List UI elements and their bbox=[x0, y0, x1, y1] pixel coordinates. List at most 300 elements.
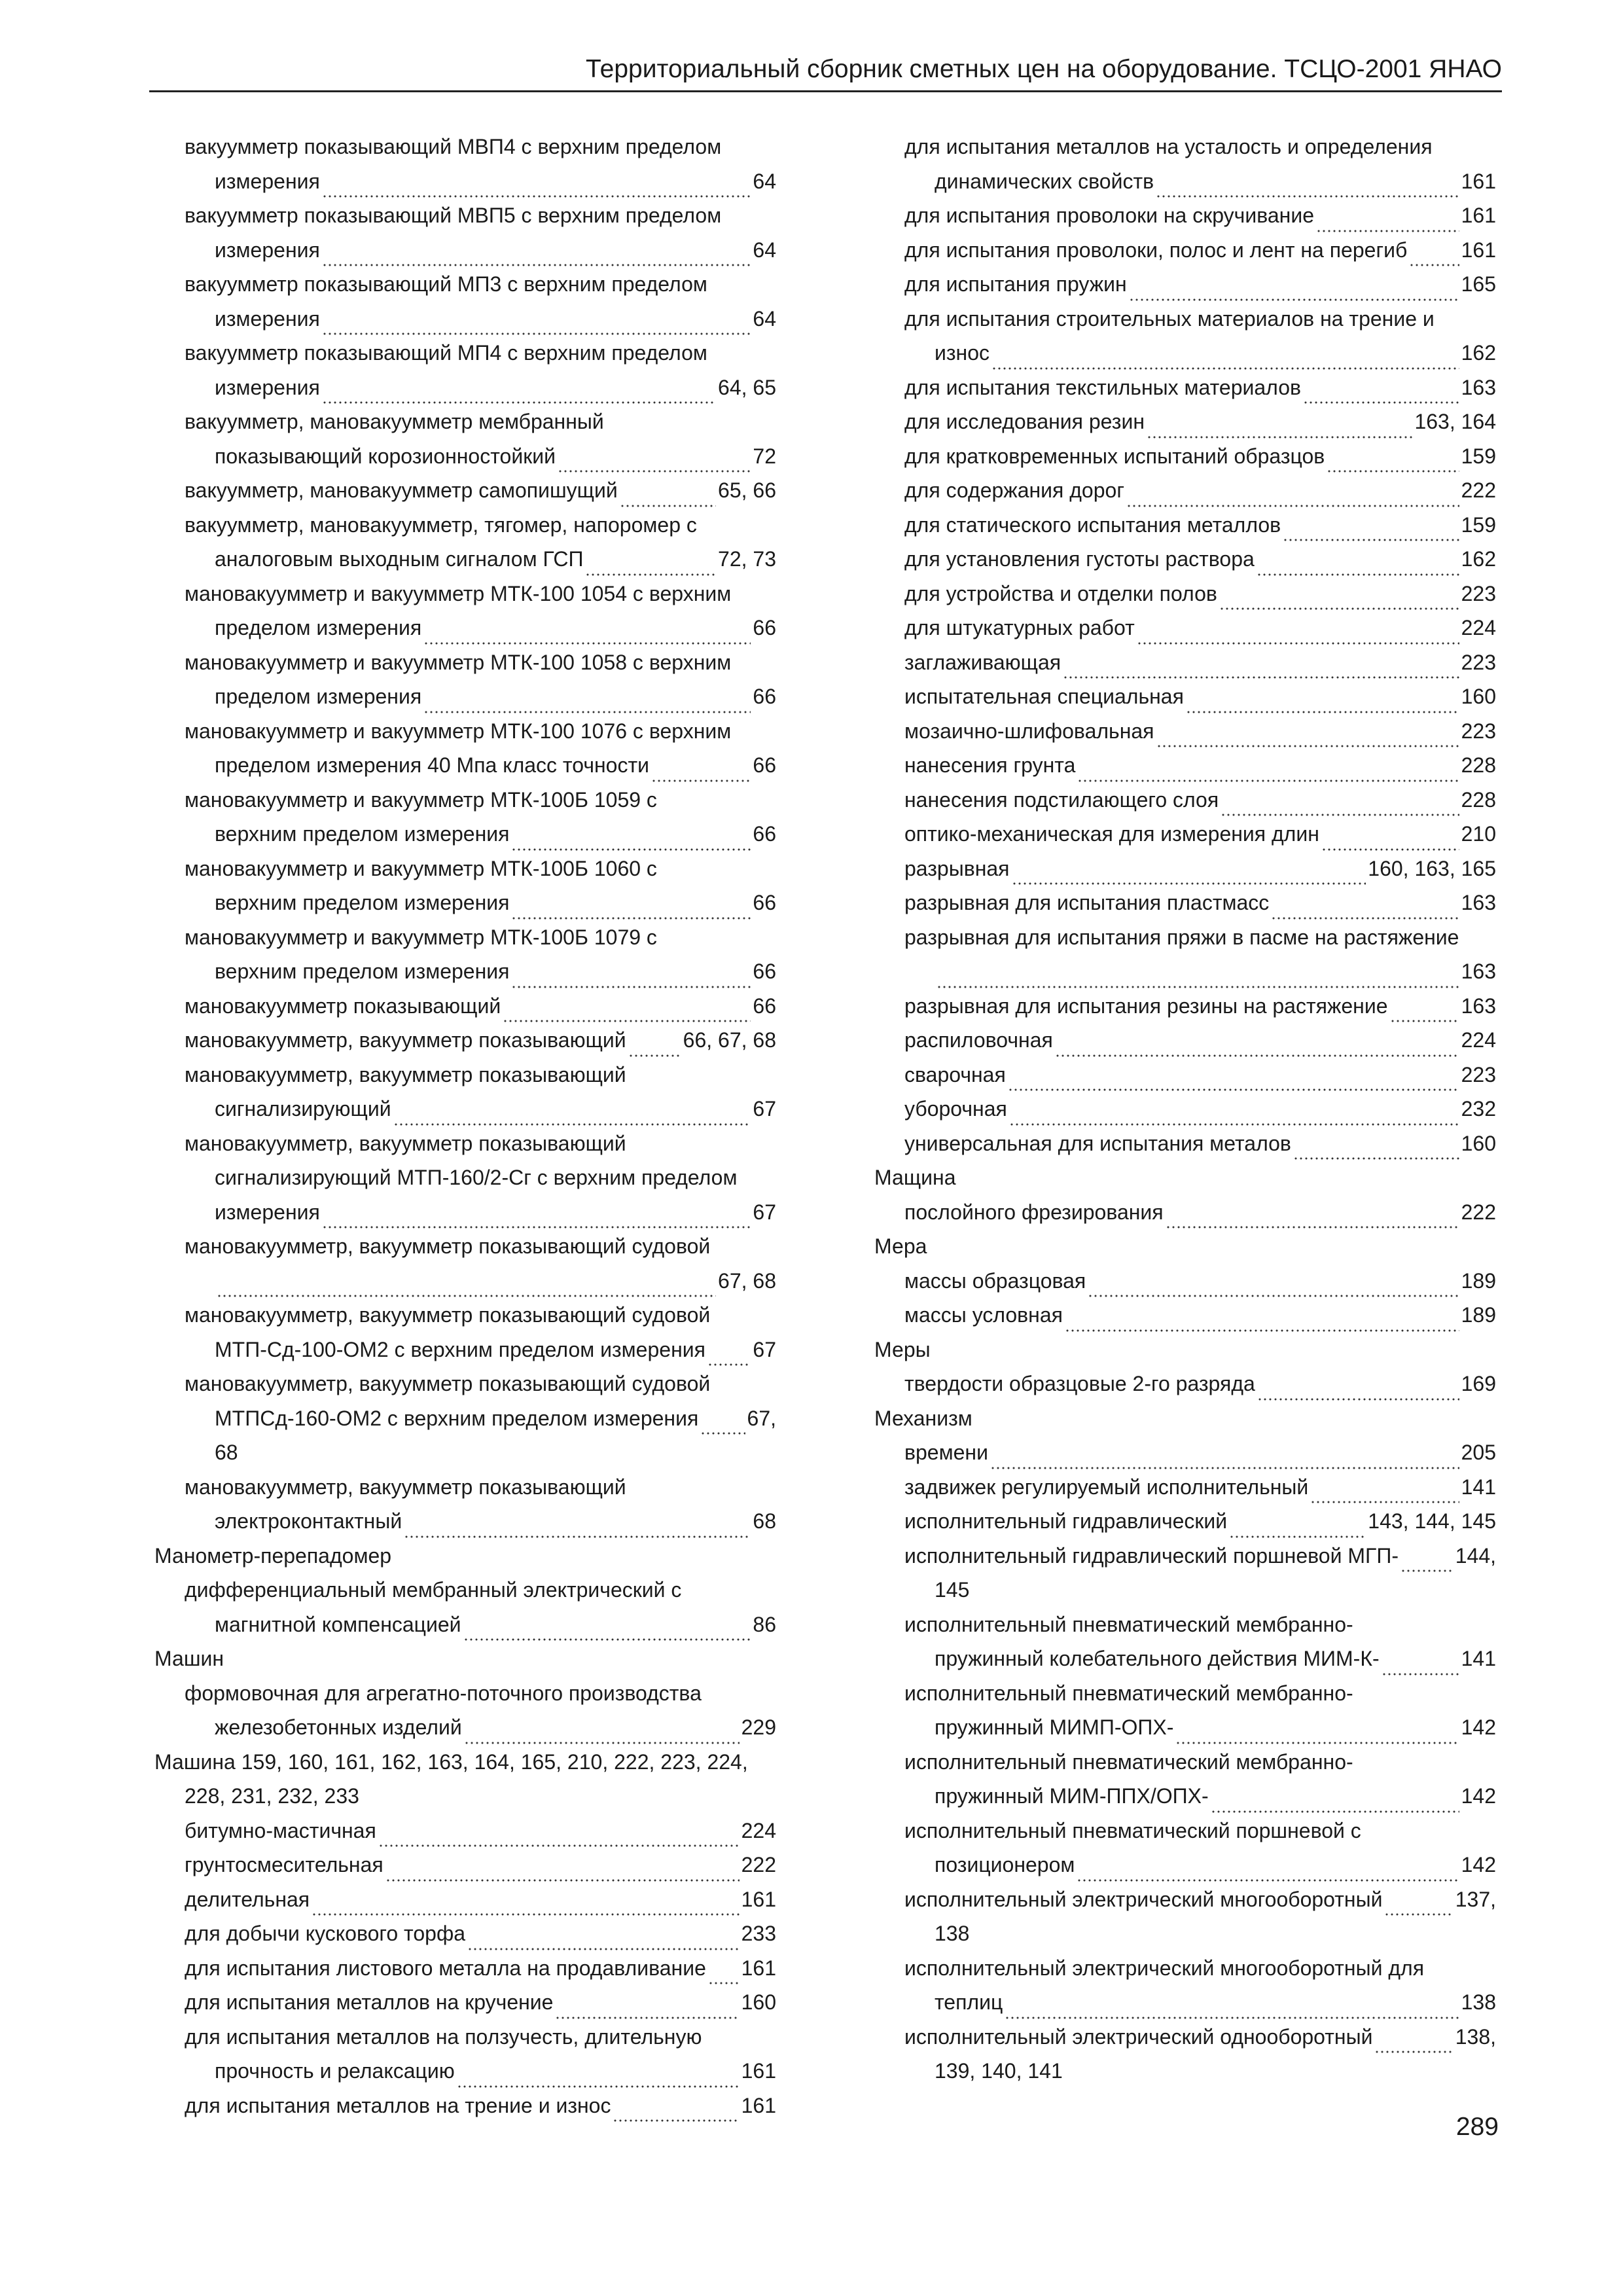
index-term: мановакуумметр показывающий bbox=[185, 994, 501, 1018]
dot-leader bbox=[464, 1736, 740, 1745]
dot-leader bbox=[936, 980, 1459, 989]
index-entry bbox=[154, 1916, 776, 1951]
index-line bbox=[904, 1607, 1496, 1642]
dot-leader bbox=[1147, 431, 1412, 439]
index-term: электроконтактный bbox=[215, 1509, 402, 1533]
index-term: пределом измерения bbox=[215, 685, 422, 708]
index-entry bbox=[154, 852, 776, 920]
index-line bbox=[185, 1882, 776, 1917]
index-entry bbox=[154, 1951, 776, 1986]
dot-leader bbox=[708, 1977, 740, 1985]
index-term: вакуумметр показывающий МВП5 с верхним пределом bbox=[185, 204, 722, 227]
index-entry bbox=[874, 1023, 1496, 1058]
index-entry bbox=[154, 1367, 776, 1470]
page-header bbox=[149, 50, 1502, 92]
index-entry bbox=[154, 473, 776, 508]
index-line bbox=[904, 164, 1496, 199]
page-reference: 141 bbox=[1461, 1647, 1496, 1670]
index-term: мановакуумметр, вакуумметр показывающий bbox=[185, 1131, 626, 1155]
index-term: мановакуумметр, вакуумметр показывающий судовой bbox=[185, 1234, 711, 1258]
index-term: верхним пределом измерения bbox=[215, 891, 510, 914]
page-reference: 232 bbox=[1461, 1097, 1496, 1121]
page-number: 289 bbox=[1455, 2113, 1499, 2141]
index-line bbox=[185, 404, 776, 439]
index-line bbox=[904, 1573, 1496, 1607]
index-line bbox=[185, 1264, 776, 1299]
index-term: Машин bbox=[154, 1647, 224, 1670]
dot-leader bbox=[1303, 396, 1459, 404]
dot-leader bbox=[1008, 1083, 1459, 1092]
index-line bbox=[185, 1814, 776, 1848]
dot-leader bbox=[1219, 602, 1459, 611]
dot-leader bbox=[322, 396, 716, 404]
index-line bbox=[154, 1745, 776, 1780]
dot-leader bbox=[404, 1530, 751, 1539]
page-reference: 163, 164 bbox=[1414, 410, 1496, 433]
index-term: пределом измерения bbox=[215, 616, 422, 639]
dot-leader bbox=[707, 1358, 751, 1367]
index-line bbox=[185, 439, 776, 474]
index-term: массы образцовая bbox=[904, 1268, 1086, 1293]
page-reference: 161 bbox=[741, 2093, 776, 2117]
page-reference: 66 bbox=[753, 994, 776, 1018]
index-term: массы условная bbox=[904, 1303, 1063, 1327]
index-line bbox=[904, 2020, 1496, 2054]
index-line bbox=[904, 1092, 1496, 1126]
index-line bbox=[185, 611, 776, 645]
index-line bbox=[185, 2054, 776, 2089]
index-line bbox=[185, 645, 776, 680]
index-line bbox=[904, 1435, 1496, 1470]
dot-leader bbox=[463, 1633, 751, 1641]
index-line bbox=[185, 679, 776, 714]
index-term: для штукатурных работ bbox=[904, 616, 1135, 639]
index-line bbox=[874, 1401, 1496, 1436]
index-entry bbox=[154, 714, 776, 783]
index-term: исполнительный пневматический мембранно- bbox=[904, 1612, 1353, 1636]
index-term: показывающий корозионностойкий bbox=[215, 444, 556, 468]
index-column-left bbox=[154, 130, 776, 2123]
dot-leader bbox=[322, 327, 751, 336]
page-reference: 159 bbox=[1461, 444, 1496, 468]
index-entry bbox=[154, 1298, 776, 1367]
dot-leader bbox=[1009, 1118, 1459, 1126]
index-line bbox=[185, 267, 776, 302]
page-reference: 65, 66 bbox=[718, 478, 776, 502]
page-reference: 223 bbox=[1461, 650, 1496, 674]
index-entry bbox=[154, 1848, 776, 1882]
index-entry bbox=[874, 198, 1496, 233]
index-line bbox=[185, 542, 776, 577]
page-reference: 67 bbox=[753, 1337, 776, 1361]
index-term: разрывная для испытания пластмасс bbox=[904, 891, 1270, 914]
index-entry bbox=[874, 886, 1496, 920]
index-entry bbox=[874, 1676, 1496, 1745]
index-line bbox=[185, 954, 776, 989]
index-term: сварочная bbox=[904, 1062, 1006, 1086]
index-line bbox=[904, 1641, 1496, 1676]
index-line bbox=[904, 611, 1496, 645]
index-term: измерения bbox=[215, 1200, 320, 1224]
index-line bbox=[904, 783, 1496, 817]
dot-leader bbox=[322, 259, 751, 267]
index-entry bbox=[154, 989, 776, 1024]
page-reference: 162 bbox=[1461, 547, 1496, 571]
index-line bbox=[185, 1298, 776, 1333]
index-line bbox=[904, 748, 1496, 783]
page-reference: 160 bbox=[1461, 685, 1496, 708]
dot-leader bbox=[1156, 190, 1459, 198]
index-line bbox=[904, 852, 1496, 886]
index-line bbox=[874, 1333, 1496, 1367]
index-term: нанесения грунта bbox=[904, 753, 1076, 777]
index-term: для испытания проволоки, полос и лент на перегиб bbox=[904, 238, 1408, 262]
dot-leader bbox=[585, 568, 716, 577]
index-term: исполнительный электрический однооборотный bbox=[904, 2024, 1373, 2049]
page-reference: 205 bbox=[1461, 1441, 1496, 1464]
index-entry bbox=[154, 267, 776, 336]
index-line bbox=[904, 1676, 1496, 1711]
dot-leader bbox=[651, 774, 751, 783]
index-term: для содержания дорог bbox=[904, 478, 1124, 502]
index-line bbox=[154, 1779, 776, 1814]
dot-leader bbox=[511, 912, 751, 920]
index-term: магнитной компенсацией bbox=[215, 1612, 461, 1636]
index-line bbox=[185, 198, 776, 233]
index-term: для установления густоты раствора bbox=[904, 547, 1255, 571]
page-reference: 64 bbox=[753, 238, 776, 262]
index-term: времени bbox=[904, 1441, 988, 1464]
index-line bbox=[904, 1848, 1496, 1882]
index-line bbox=[185, 1470, 776, 1505]
index-line bbox=[185, 852, 776, 886]
dot-leader bbox=[1293, 1152, 1459, 1160]
index-entry bbox=[154, 198, 776, 267]
dot-leader bbox=[1077, 1874, 1459, 1882]
index-line bbox=[185, 1126, 776, 1161]
dot-leader bbox=[628, 1049, 681, 1058]
index-term: для испытания металлов на усталость и определения bbox=[904, 135, 1433, 158]
dot-leader bbox=[1316, 224, 1459, 233]
header-title: Территориальный сборник сметных цен на оборудование. ТСЦО-2001 ЯНАО bbox=[586, 55, 1502, 83]
page-reference: 224 bbox=[1461, 616, 1496, 639]
page-reference: 223 bbox=[1461, 581, 1496, 605]
dot-leader bbox=[1221, 808, 1459, 817]
index-term: для кратковременных испытаний образцов bbox=[904, 444, 1325, 468]
index-term: формовочная для агрегатно-поточного производства bbox=[185, 1681, 702, 1705]
index-line bbox=[904, 1023, 1496, 1058]
index-entry bbox=[874, 302, 1496, 370]
page-reference: 233 bbox=[741, 1922, 776, 1945]
index-entry bbox=[154, 404, 776, 473]
index-term: сигнализирующий МТП-160/2-Сг с верхним пределом bbox=[215, 1166, 738, 1189]
index-term: грунтосмесительная bbox=[185, 1853, 383, 1876]
index-line bbox=[904, 714, 1496, 749]
index-term: оптико-механическая для измерения длин bbox=[904, 822, 1319, 846]
dot-leader bbox=[322, 1221, 751, 1229]
index-line bbox=[185, 1058, 776, 1092]
page-reference: 137, bbox=[1455, 1887, 1496, 1911]
dot-leader bbox=[1283, 533, 1459, 542]
page-reference: 161 bbox=[1461, 204, 1496, 227]
page-reference: 161 bbox=[741, 2059, 776, 2083]
index-term: для испытания строительных материалов на трение и bbox=[904, 306, 1435, 331]
index-term: верхним пределом измерения bbox=[215, 822, 510, 846]
index-entry bbox=[154, 1058, 776, 1126]
index-term: пружинный колебательного действия МИМ-К- bbox=[935, 1647, 1380, 1670]
index-line bbox=[185, 1710, 776, 1745]
index-term: 139, 140, 141 bbox=[935, 2059, 1063, 2083]
index-line bbox=[185, 1160, 776, 1195]
index-line bbox=[185, 1848, 776, 1882]
dot-leader bbox=[1063, 671, 1459, 679]
index-term: Механизм bbox=[874, 1406, 972, 1430]
index-entry bbox=[874, 130, 1496, 198]
index-line bbox=[185, 886, 776, 920]
index-line bbox=[904, 233, 1496, 268]
page-reference: 229 bbox=[741, 1715, 776, 1739]
dot-leader bbox=[1012, 877, 1366, 886]
index-entry bbox=[874, 1814, 1496, 1882]
index-term: исполнительный электрический многооборотный для bbox=[904, 1956, 1425, 1980]
index-entry bbox=[154, 920, 776, 989]
index-entry bbox=[154, 1985, 776, 2020]
index-entry bbox=[874, 1058, 1496, 1092]
index-line bbox=[904, 1058, 1496, 1092]
index-line bbox=[185, 233, 776, 268]
index-term: для испытания листового металла на продавливание bbox=[185, 1956, 706, 1980]
dot-leader bbox=[1137, 637, 1459, 645]
index-term: Машина 159, 160, 161, 162, 163, 164, 165, 210, 222, 223, 224, bbox=[154, 1749, 748, 1774]
index-term: сигнализирующий bbox=[215, 1097, 391, 1121]
index-term: мановакуумметр, вакуумметр показывающий судовой bbox=[185, 1303, 711, 1327]
index-term: разрывная bbox=[904, 856, 1010, 880]
index-term: дифференциальный мембранный электрический с bbox=[185, 1578, 682, 1602]
index-entry bbox=[874, 852, 1496, 886]
index-line bbox=[185, 920, 776, 955]
index-term: для испытания металлов на кручение bbox=[185, 1990, 554, 2014]
index-line bbox=[185, 1367, 776, 1401]
dot-leader bbox=[1310, 1496, 1459, 1504]
index-line bbox=[904, 473, 1496, 508]
index-term: для устройства и отделки полов bbox=[904, 581, 1217, 605]
index-entry bbox=[154, 1814, 776, 1848]
index-heading bbox=[154, 1641, 776, 1676]
index-term: мановакуумметр и вакуумметр МТК-100 1058 с верхним bbox=[185, 650, 732, 674]
index-line bbox=[185, 714, 776, 749]
page-reference: 66, 67, 68 bbox=[683, 1028, 776, 1052]
index-line bbox=[185, 1607, 776, 1642]
index-line bbox=[904, 954, 1496, 989]
page-reference: 142 bbox=[1461, 1715, 1496, 1739]
dot-leader bbox=[322, 190, 751, 198]
page-reference: 160 bbox=[1461, 1131, 1496, 1155]
index-heading bbox=[874, 1229, 1496, 1264]
index-line bbox=[904, 1882, 1496, 1917]
index-entry bbox=[154, 1470, 776, 1539]
index-line bbox=[904, 130, 1496, 164]
dot-leader bbox=[217, 1289, 716, 1298]
index-line bbox=[185, 164, 776, 199]
dot-leader bbox=[1400, 1564, 1454, 1573]
index-term: для статического испытания металлов bbox=[904, 512, 1281, 537]
index-entry bbox=[874, 714, 1496, 749]
index-entry bbox=[874, 1882, 1496, 1951]
index-line bbox=[904, 1745, 1496, 1780]
dot-leader bbox=[1186, 706, 1459, 714]
page-reference: 222 bbox=[1461, 478, 1496, 502]
index-entry bbox=[874, 404, 1496, 439]
page-reference: 223 bbox=[1461, 719, 1496, 743]
dot-leader bbox=[457, 2080, 740, 2089]
index-term: послойного фрезирования bbox=[904, 1200, 1164, 1224]
index-line bbox=[185, 1195, 776, 1230]
index-entry bbox=[154, 130, 776, 198]
dot-leader bbox=[312, 1908, 739, 1916]
index-line bbox=[904, 645, 1496, 680]
index-line bbox=[904, 1126, 1496, 1161]
page-reference: 160, 163, 165 bbox=[1368, 856, 1496, 880]
page-reference: 64 bbox=[753, 169, 776, 193]
dot-leader bbox=[1088, 1289, 1459, 1298]
page-reference: 143, 144, 145 bbox=[1368, 1509, 1496, 1533]
index-term: распиловочная bbox=[904, 1028, 1053, 1052]
index-line bbox=[904, 817, 1496, 852]
page-reference: 228 bbox=[1461, 753, 1496, 777]
index-term: вакуумметр показывающий МВП4 с верхним пределом bbox=[185, 135, 722, 158]
index-term: Меры bbox=[874, 1337, 931, 1361]
index-term: для испытания металлов на трение и износ bbox=[185, 2093, 611, 2117]
index-heading bbox=[154, 1539, 776, 1573]
dot-leader bbox=[991, 362, 1459, 370]
page-reference: 189 bbox=[1461, 1268, 1496, 1293]
page-reference: 72 bbox=[753, 444, 776, 468]
index-term: пружинный МИМП-ОПХ- bbox=[935, 1715, 1174, 1739]
index-line bbox=[904, 404, 1496, 439]
index-term: МТПСд-160-ОМ2 с верхним пределом измерения bbox=[215, 1406, 699, 1430]
index-term: для испытания проволоки на скручивание bbox=[904, 204, 1314, 227]
index-term: универсальная для испытания металов bbox=[904, 1131, 1291, 1155]
dot-leader bbox=[613, 2114, 739, 2123]
index-term: МТП-Сд-100-ОМ2 с верхним пределом измерения bbox=[215, 1337, 705, 1361]
index-line bbox=[185, 1985, 776, 2020]
dot-leader bbox=[1382, 1668, 1459, 1676]
index-line bbox=[185, 817, 776, 852]
dot-leader bbox=[700, 1427, 745, 1435]
page-reference: 222 bbox=[1461, 1200, 1496, 1224]
index-line bbox=[154, 1641, 776, 1676]
index-line bbox=[185, 370, 776, 405]
page-reference: 67 bbox=[753, 1200, 776, 1224]
index-line bbox=[904, 1470, 1496, 1505]
dot-leader bbox=[1065, 1324, 1459, 1333]
index-term: вакуумметр показывающий МП3 с верхним пределом bbox=[185, 272, 707, 296]
index-entry bbox=[874, 1367, 1496, 1401]
index-line bbox=[904, 886, 1496, 920]
index-line bbox=[904, 1814, 1496, 1848]
page-reference: 142 bbox=[1461, 1784, 1496, 1808]
index-entry bbox=[874, 748, 1496, 783]
index-line bbox=[904, 508, 1496, 543]
index-entry bbox=[154, 1676, 776, 1745]
page-reference: 161 bbox=[1461, 238, 1496, 262]
index-line bbox=[185, 1573, 776, 1607]
index-entry bbox=[154, 1023, 776, 1058]
page-reference: 66 bbox=[753, 616, 776, 639]
dot-leader bbox=[385, 1874, 740, 1882]
page-reference: 228 bbox=[1461, 787, 1496, 812]
index-term: 145 bbox=[935, 1578, 970, 1602]
index-line bbox=[185, 2089, 776, 2123]
page-reference: 169 bbox=[1461, 1372, 1496, 1395]
index-entry bbox=[874, 577, 1496, 611]
index-term: мановакуумметр и вакуумметр МТК-100Б 1079 с bbox=[185, 925, 657, 949]
dot-leader bbox=[1211, 1805, 1459, 1814]
index-line bbox=[185, 473, 776, 508]
dot-leader bbox=[620, 499, 716, 508]
index-term: разрывная для испытания пряжи в пасме на растяжение bbox=[904, 925, 1459, 949]
page-reference: 67 bbox=[753, 1097, 776, 1121]
page-reference: 161 bbox=[1461, 169, 1496, 193]
index-line bbox=[904, 577, 1496, 611]
index-line bbox=[185, 1504, 776, 1539]
index-entry bbox=[874, 989, 1496, 1024]
index-term: вакуумметр показывающий МП4 с верхним пределом bbox=[185, 341, 707, 365]
index-entry bbox=[874, 1504, 1496, 1539]
page-reference: 142 bbox=[1461, 1853, 1496, 1876]
index-entry bbox=[874, 1298, 1496, 1333]
page-reference: 141 bbox=[1461, 1475, 1496, 1499]
index-term: мановакуумметр и вакуумметр МТК-100Б 1060 с bbox=[185, 856, 657, 880]
index-heading bbox=[874, 1160, 1496, 1195]
index-term: теплиц bbox=[935, 1990, 1003, 2014]
index-line bbox=[904, 1916, 1496, 1951]
index-term: Манометр-перепадомер bbox=[154, 1543, 392, 1568]
index-term: исполнительный пневматический поршневой с bbox=[904, 1818, 1361, 1842]
index-line bbox=[185, 2020, 776, 2054]
index-term: мановакуумметр и вакуумметр МТК-100Б 1059 с bbox=[185, 787, 657, 812]
index-line bbox=[904, 336, 1496, 370]
dot-leader bbox=[1321, 843, 1459, 852]
page-reference: 66 bbox=[753, 822, 776, 846]
page-reference: 64, 65 bbox=[718, 375, 776, 399]
index-line bbox=[185, 989, 776, 1024]
dot-leader bbox=[423, 706, 751, 714]
index-term: для исследования резин bbox=[904, 410, 1145, 433]
index-term: нанесения подстилающего слоя bbox=[904, 787, 1219, 812]
index-term: мановакуумметр и вакуумметр МТК-100 1054 с верхним bbox=[185, 581, 732, 605]
page-reference: 144, bbox=[1455, 1543, 1496, 1568]
page-reference: 223 bbox=[1461, 1062, 1496, 1086]
index-entry bbox=[874, 817, 1496, 852]
page-reference: 163 bbox=[1461, 994, 1496, 1018]
page-reference: 161 bbox=[741, 1887, 776, 1911]
index-entry bbox=[874, 1607, 1496, 1676]
index-term: исполнительный гидравлический поршневой МГП- bbox=[904, 1543, 1399, 1568]
index-line bbox=[185, 1092, 776, 1126]
index-term: измерения bbox=[215, 375, 320, 399]
page-reference: 162 bbox=[1461, 341, 1496, 365]
dot-leader bbox=[423, 637, 751, 645]
index-term: износ bbox=[935, 341, 990, 365]
index-line bbox=[904, 1298, 1496, 1333]
index-entry bbox=[874, 2020, 1496, 2089]
index-heading bbox=[154, 1745, 776, 1814]
index-line bbox=[904, 1951, 1496, 1986]
index-line bbox=[904, 370, 1496, 405]
dot-leader bbox=[1257, 568, 1459, 577]
index-term: исполнительный гидравлический bbox=[904, 1509, 1228, 1533]
